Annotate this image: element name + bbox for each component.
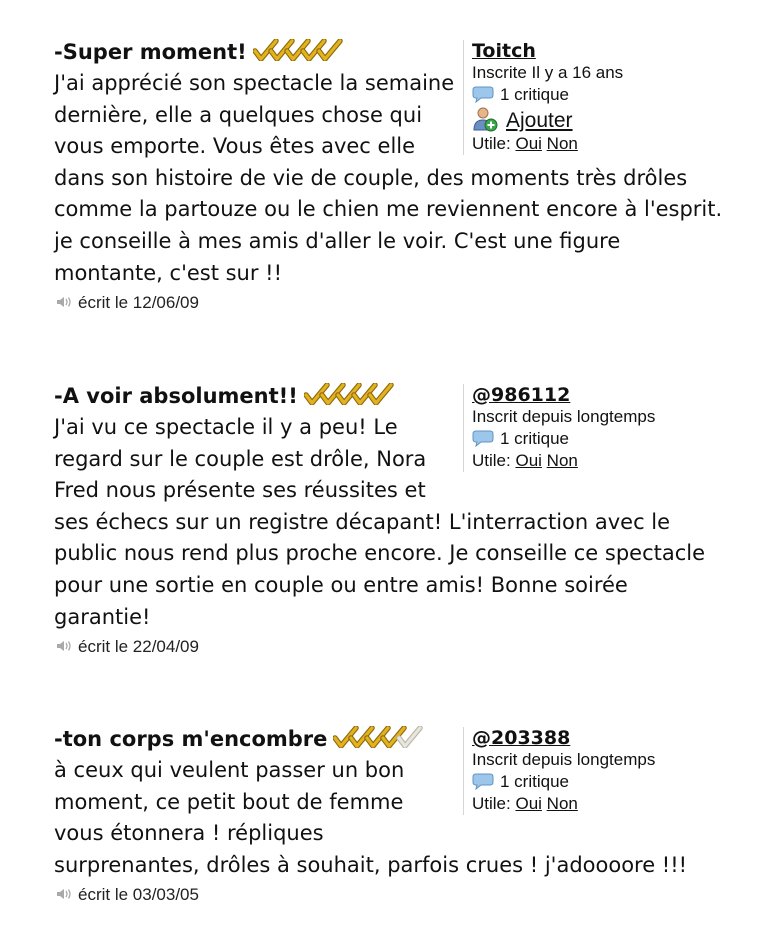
review-date-row [54,291,724,315]
review-date-row [54,635,724,659]
review-item [54,380,724,659]
speaker-icon [56,635,72,647]
review-date-row [54,883,724,907]
author-box [463,384,722,472]
review-title: -A voir absolument!! [54,384,298,408]
author-name-link[interactable]: @986112 [472,384,571,406]
critique-count: 1 critique [500,772,569,791]
review-date: écrit le 12/06/09 [78,293,199,313]
author-name-link[interactable]: @203388 [472,727,571,749]
review-item [54,36,724,315]
author-since: Inscrit depuis longtemps [472,407,656,426]
vote-yes-link[interactable]: Oui [515,451,542,470]
useful-label: Utile: [472,134,511,153]
user-add-icon[interactable] [472,106,498,132]
checkmark-rating-icon [333,726,423,748]
author-since: Inscrit depuis longtemps [472,750,656,769]
author-critiques [472,428,722,450]
author-box [463,40,722,155]
speaker-icon [56,883,72,895]
review-title: -Super moment! [54,40,247,64]
author-box [463,727,722,815]
speech-bubble-icon [472,430,494,447]
useful-vote-row [472,133,722,155]
author-since: Inscrite Il y a 16 ans [472,63,624,82]
author-critiques [472,84,722,106]
checkmark-rating-icon [304,383,394,405]
speaker-icon [56,291,72,303]
rating-checkmarks [304,383,394,405]
useful-label: Utile: [472,794,511,813]
author-critiques [472,771,722,793]
vote-no-link[interactable]: Non [546,794,578,813]
vote-no-link[interactable]: Non [546,134,578,153]
vote-yes-link[interactable]: Oui [515,794,542,813]
vote-yes-link[interactable]: Oui [515,134,542,153]
rating-checkmarks [253,39,343,61]
add-friend-row [472,106,722,133]
speech-bubble-icon [472,86,494,103]
critique-count: 1 critique [500,429,569,448]
review-body: J'ai apprécié son spectacle la semaine dernière, elle a quelques chose qui vous emporte. Vous êtes avec elle dans son histoire de vie de couple, des moments très drôles comme la partouze ou le chien me reviennent encore à l'esprit. je conseille à mes amis d'aller le voir. C'est une figure montante, c'est sur !! [54,71,723,285]
review-body: à ceux qui veulent passer un bon moment, ce petit bout de femme vous étonnera ! répliques surprenantes, drôles à souhait, parfois crues ! j'adoooore !!! [54,758,688,877]
rating-checkmarks [333,726,423,748]
author-name-link[interactable]: Toitch [472,40,536,62]
useful-vote-row [472,793,722,815]
review-title: -ton corps m'encombre [54,727,328,751]
review-date: écrit le 03/03/05 [78,885,199,905]
checkmark-rating-icon [253,39,343,61]
speech-bubble-icon [472,773,494,790]
vote-no-link[interactable]: Non [546,451,578,470]
review-date: écrit le 22/04/09 [78,637,199,657]
critique-count: 1 critique [500,85,569,104]
review-body: J'ai vu ce spectacle il y a peu! Le regard sur le couple est drôle, Nora Fred nous présente ses réussites et ses échecs sur un registre décapant! L'interraction avec le public nous rend plus proche encore. Je conseille ce spectacle pour une sortie en couple ou entre amis! Bonne soirée garantie! [54,415,706,629]
add-friend-link[interactable]: Ajouter [506,109,573,132]
review-item [54,723,724,907]
useful-vote-row [472,450,722,472]
useful-label: Utile: [472,451,511,470]
